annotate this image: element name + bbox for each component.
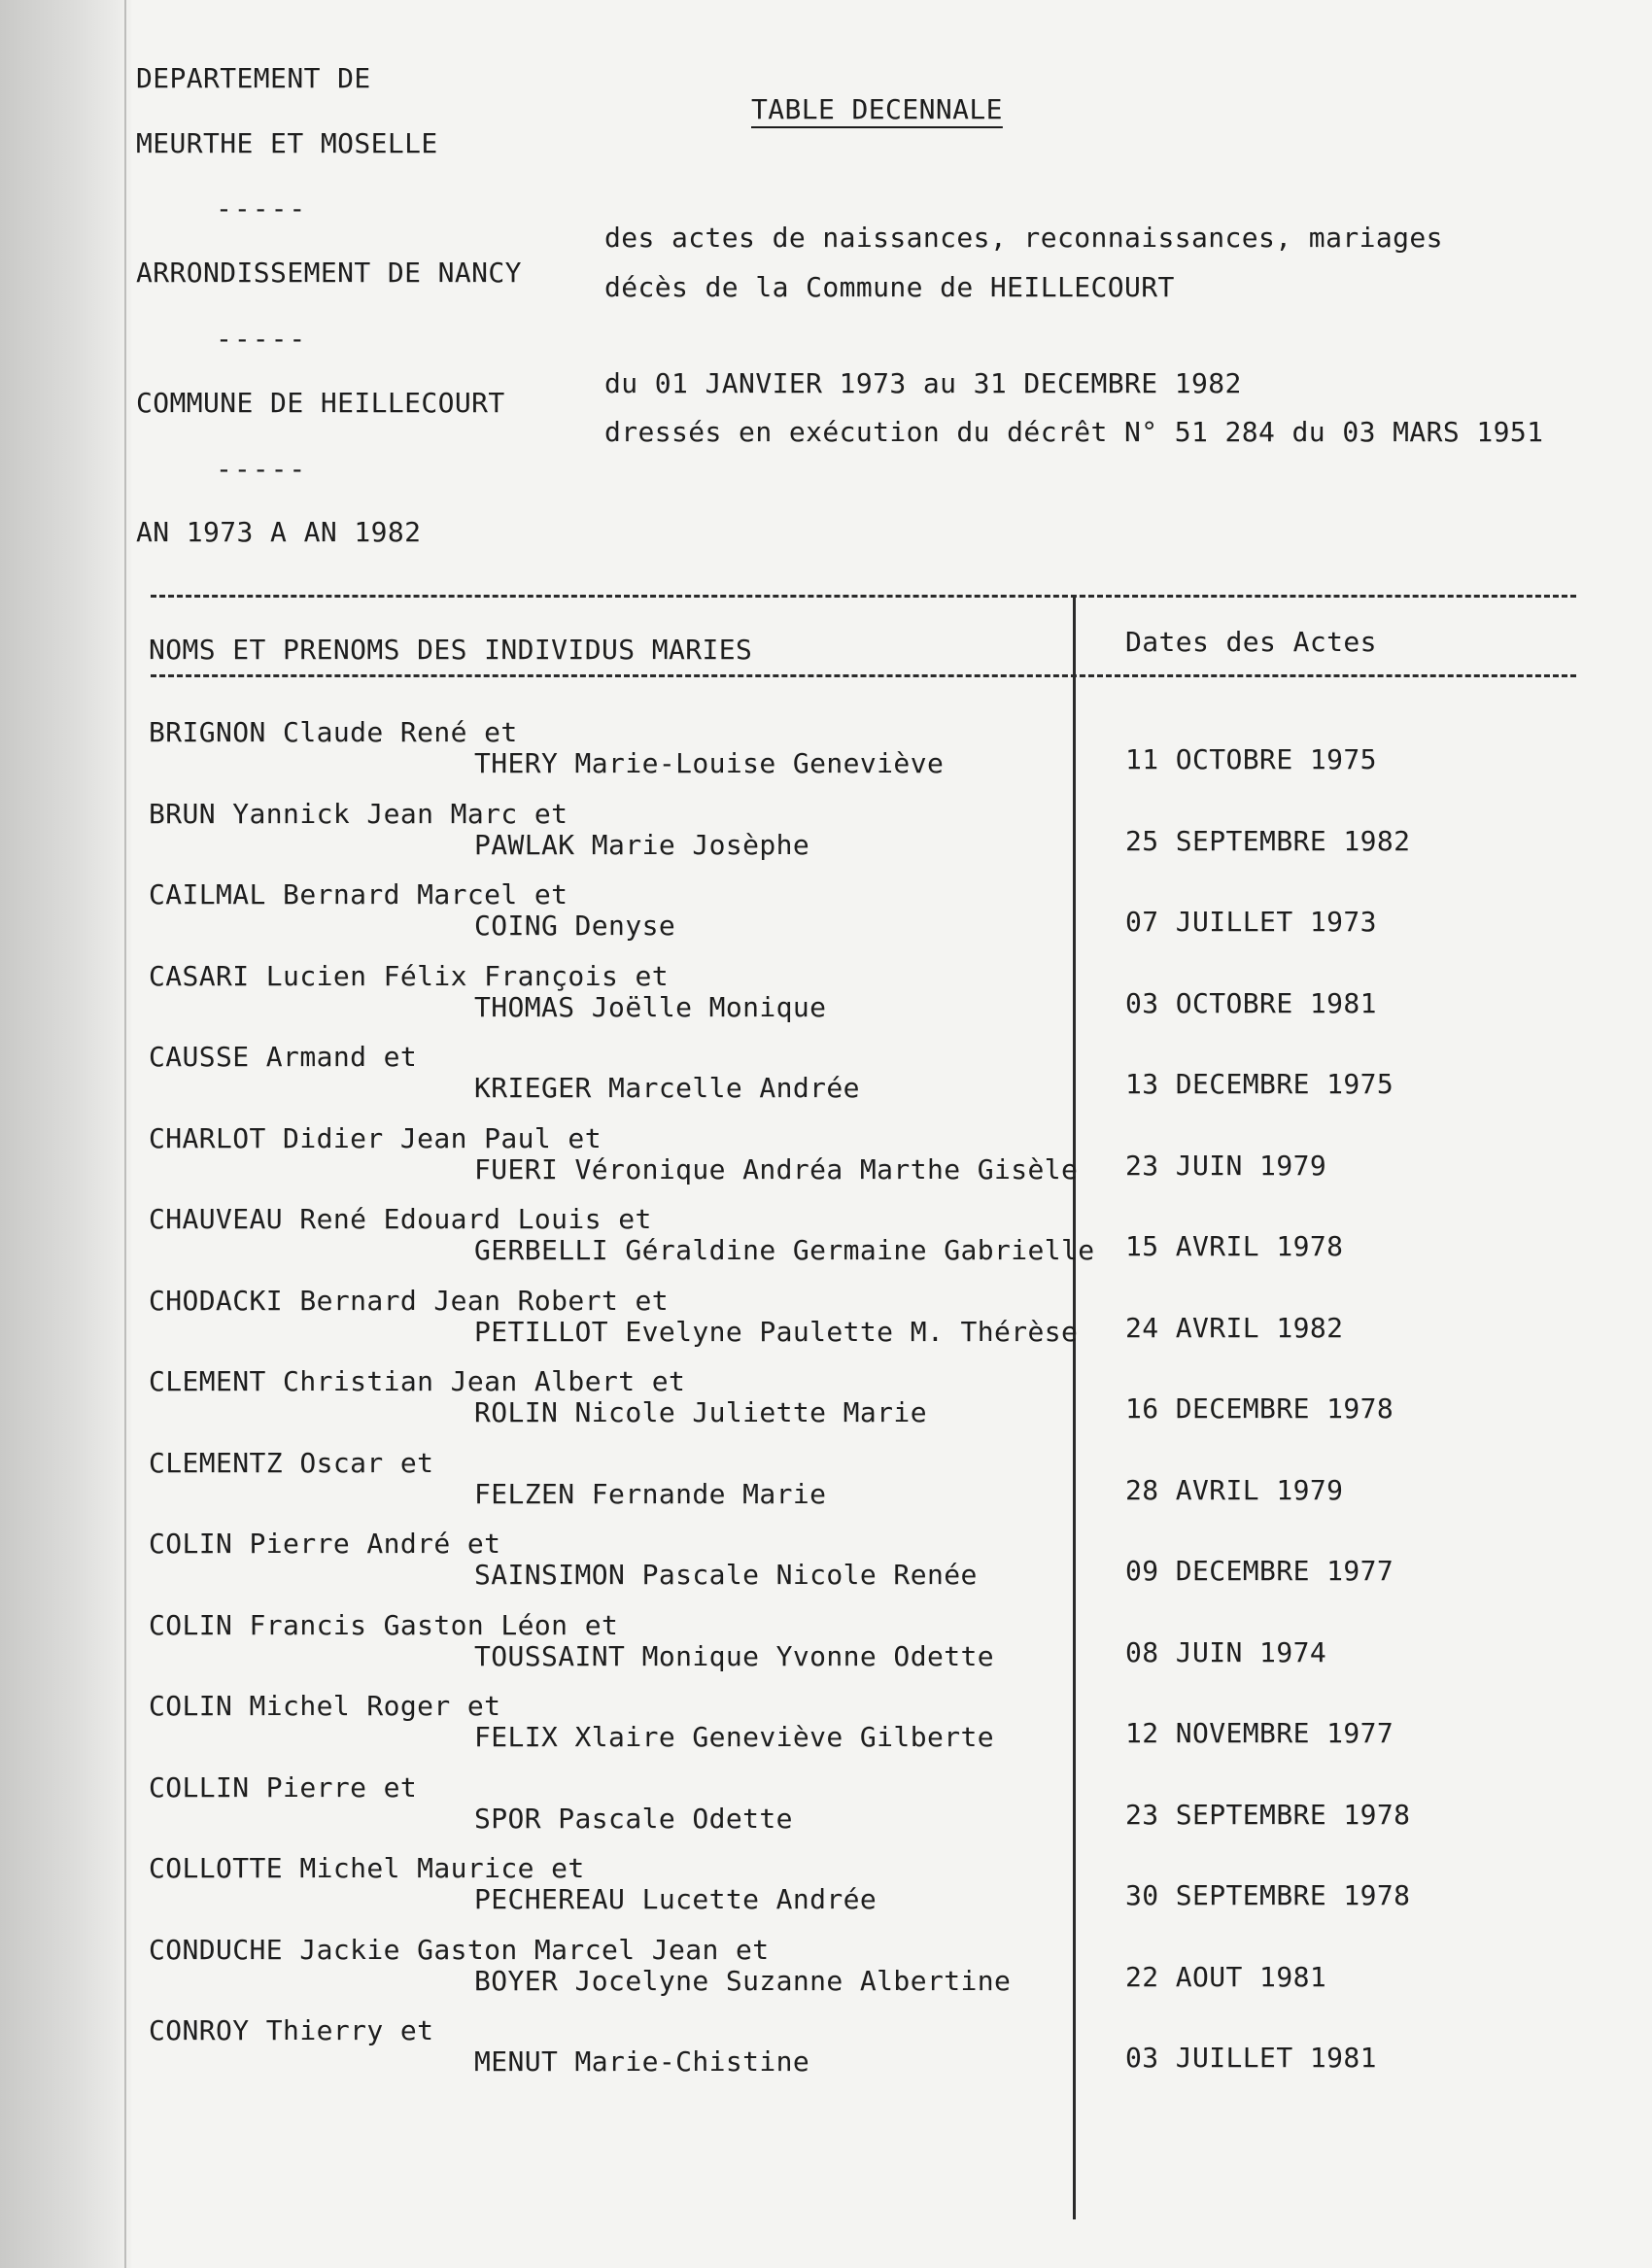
table-row bbox=[0, 1122, 1652, 1204]
wife-name: PAWLAK Marie Josèphe bbox=[474, 829, 810, 861]
table-row bbox=[0, 1041, 1652, 1122]
commune-label: COMMUNE DE HEILLECOURT bbox=[136, 387, 505, 419]
table-row bbox=[0, 1528, 1652, 1609]
act-date: 03 OCTOBRE 1981 bbox=[1125, 987, 1377, 1019]
table-row bbox=[0, 1285, 1652, 1366]
act-date: 07 JUILLET 1973 bbox=[1125, 906, 1377, 938]
table-row bbox=[0, 798, 1652, 879]
act-date: 28 AVRIL 1979 bbox=[1125, 1474, 1344, 1506]
column-header-dates: Dates des Actes bbox=[1125, 626, 1377, 658]
act-date: 03 JUILLET 1981 bbox=[1125, 2042, 1377, 2074]
table-row bbox=[0, 1447, 1652, 1529]
husband-name: CHARLOT Didier Jean Paul et bbox=[149, 1122, 602, 1154]
table-row bbox=[0, 878, 1652, 960]
act-date: 15 AVRIL 1978 bbox=[1125, 1230, 1344, 1262]
husband-name: CAUSSE Armand et bbox=[149, 1041, 418, 1073]
description-line-2: décès de la Commune de HEILLECOURT bbox=[604, 271, 1175, 303]
arrondissement-label: ARRONDISSEMENT DE NANCY bbox=[136, 257, 522, 289]
table-row bbox=[0, 1609, 1652, 1691]
act-date: 30 SEPTEMBRE 1978 bbox=[1125, 1879, 1411, 1911]
husband-name: CONROY Thierry et bbox=[149, 2014, 434, 2046]
act-date: 22 AOUT 1981 bbox=[1125, 1961, 1327, 1993]
wife-name: THOMAS Joëlle Monique bbox=[474, 991, 827, 1023]
department-label: DEPARTEMENT DE bbox=[136, 62, 371, 94]
wife-name: COING Denyse bbox=[474, 910, 676, 942]
page-title: TABLE DECENNALE bbox=[751, 93, 1003, 125]
wife-name: PETILLOT Evelyne Paulette M. Thérèse bbox=[474, 1316, 1079, 1348]
act-date: 24 AVRIL 1982 bbox=[1125, 1312, 1344, 1344]
wife-name: MENUT Marie-Chistine bbox=[474, 2045, 810, 2078]
period-label: AN 1973 A AN 1982 bbox=[136, 516, 422, 548]
husband-name: COLLOTTE Michel Maurice et bbox=[149, 1852, 585, 1884]
table-row bbox=[0, 2014, 1652, 2096]
table-row bbox=[0, 1203, 1652, 1285]
act-date: 23 SEPTEMBRE 1978 bbox=[1125, 1799, 1411, 1831]
husband-name: COLIN Francis Gaston Léon et bbox=[149, 1609, 619, 1641]
table-row bbox=[0, 1934, 1652, 2015]
husband-name: CASARI Lucien Félix François et bbox=[149, 960, 669, 992]
act-date: 13 DECEMBRE 1975 bbox=[1125, 1068, 1394, 1100]
wife-name: FELIX Xlaire Geneviève Gilberte bbox=[474, 1721, 994, 1753]
husband-name: CONDUCHE Jackie Gaston Marcel Jean et bbox=[149, 1934, 770, 1966]
wife-name: ROLIN Nicole Juliette Marie bbox=[474, 1396, 927, 1428]
husband-name: CLEMENT Christian Jean Albert et bbox=[149, 1365, 686, 1397]
husband-name: CLEMENTZ Oscar et bbox=[149, 1447, 434, 1479]
husband-name: CHODACKI Bernard Jean Robert et bbox=[149, 1285, 669, 1317]
description-line-4: dressés en exécution du décrêt N° 51 284 du 03 MARS 1951 bbox=[604, 416, 1544, 448]
husband-name: BRUN Yannick Jean Marc et bbox=[149, 798, 568, 830]
wife-name: BOYER Jocelyne Suzanne Albertine bbox=[474, 1965, 1012, 1997]
act-date: 09 DECEMBRE 1977 bbox=[1125, 1555, 1394, 1587]
table-row bbox=[0, 960, 1652, 1042]
wife-name: KRIEGER Marcelle Andrée bbox=[474, 1072, 860, 1104]
table-row bbox=[0, 716, 1652, 798]
husband-name: BRIGNON Claude René et bbox=[149, 716, 518, 748]
separator: ----- bbox=[216, 323, 308, 355]
husband-name: COLIN Pierre André et bbox=[149, 1528, 501, 1560]
department-name: MEURTHE ET MOSELLE bbox=[136, 127, 438, 159]
wife-name: FELZEN Fernande Marie bbox=[474, 1478, 827, 1510]
act-date: 16 DECEMBRE 1978 bbox=[1125, 1392, 1394, 1425]
act-date: 08 JUIN 1974 bbox=[1125, 1636, 1327, 1668]
act-date: 25 SEPTEMBRE 1982 bbox=[1125, 825, 1411, 857]
wife-name: GERBELLI Géraldine Germaine Gabrielle bbox=[474, 1234, 1095, 1266]
separator: ----- bbox=[216, 453, 308, 485]
description-line-1: des actes de naissances, reconnaissances, mariages bbox=[604, 222, 1443, 254]
wife-name: SAINSIMON Pascale Nicole Renée bbox=[474, 1559, 978, 1591]
table-row bbox=[0, 1771, 1652, 1853]
table-row bbox=[0, 1365, 1652, 1447]
table-row bbox=[0, 1690, 1652, 1771]
husband-name: CHAUVEAU René Edouard Louis et bbox=[149, 1203, 652, 1235]
wife-name: FUERI Véronique Andréa Marthe Gisèle bbox=[474, 1153, 1079, 1186]
husband-name: COLLIN Pierre et bbox=[149, 1771, 418, 1804]
wife-name: SPOR Pascale Odette bbox=[474, 1803, 793, 1835]
wife-name: TOUSSAINT Monique Yvonne Odette bbox=[474, 1640, 994, 1672]
act-date: 23 JUIN 1979 bbox=[1125, 1150, 1327, 1182]
column-header-names: NOMS ET PRENOMS DES INDIVIDUS MARIES bbox=[149, 634, 753, 666]
husband-name: COLIN Michel Roger et bbox=[149, 1690, 501, 1722]
act-date: 11 OCTOBRE 1975 bbox=[1125, 743, 1377, 775]
wife-name: THERY Marie-Louise Geneviève bbox=[474, 747, 945, 779]
wife-name: PECHEREAU Lucette Andrée bbox=[474, 1883, 878, 1915]
act-date: 12 NOVEMBRE 1977 bbox=[1125, 1717, 1394, 1749]
husband-name: CAILMAL Bernard Marcel et bbox=[149, 878, 568, 911]
description-line-3: du 01 JANVIER 1973 au 31 DECEMBRE 1982 bbox=[604, 367, 1242, 399]
table-row bbox=[0, 1852, 1652, 1934]
separator: ----- bbox=[216, 192, 308, 224]
